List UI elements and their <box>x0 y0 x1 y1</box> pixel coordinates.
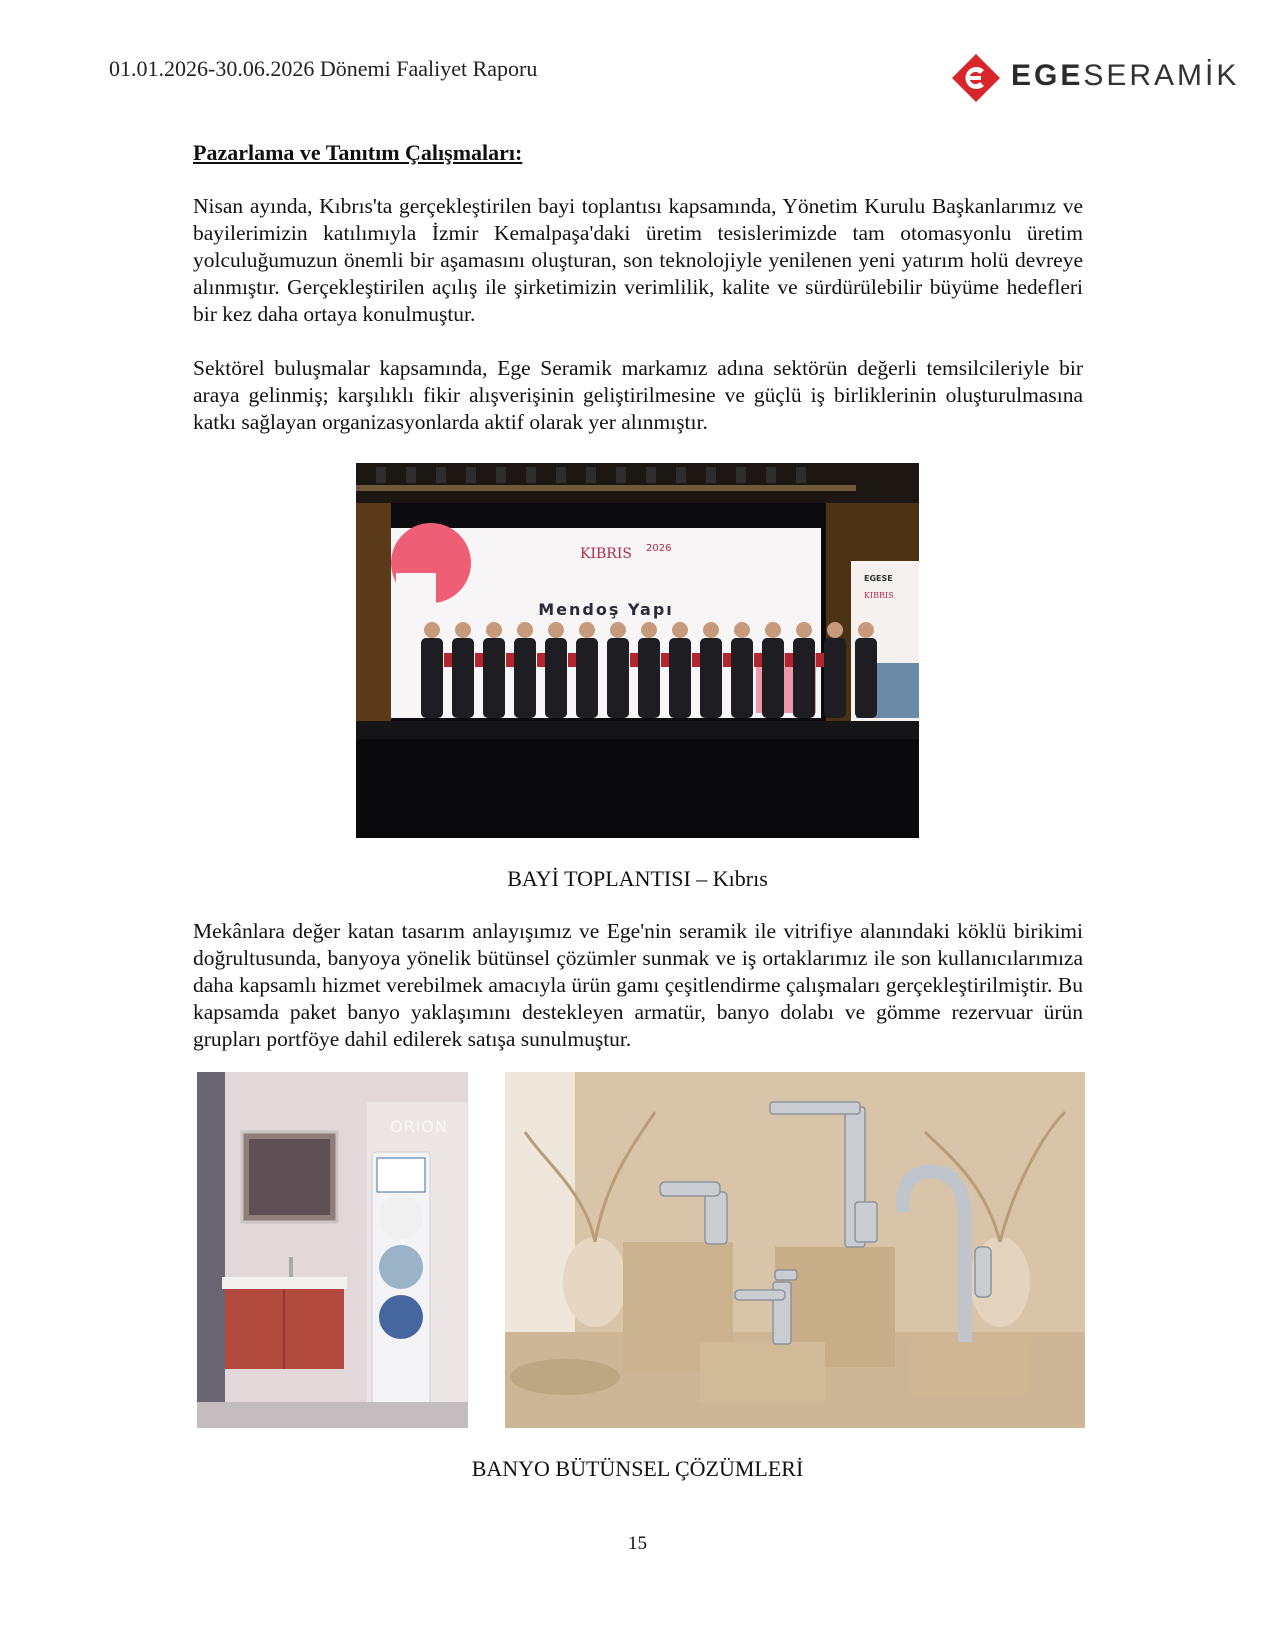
screen-event-title: KIBRIS <box>580 546 632 562</box>
bathroom-cabinet-display-photo <box>197 1072 468 1428</box>
paragraph-dealer-meeting: Nisan ayında, Kıbrıs'ta gerçekleştirilen bayi toplantısı kapsamında, Yönetim Kurulu Başkanlarımız ve bayilerimizin katılımıyla İzmir Kemalpaşa'daki üretim tesislerimizde tam otomasyonlu üretim yolculuğumuzun önemli bir aşamasını oluşturan, son teknolojiyle yenilenen yeni yatırım holü devreye alınmıştır. Gerçekleştirilen açılış ile şirketimizin verimlilik, kalite ve sürdürülebilir büyüme hedefleri bir kez daha ortaya konulmuştur. <box>193 194 1083 326</box>
page-number: 15 <box>628 1533 647 1554</box>
display-brand-label: ORION <box>390 1117 448 1136</box>
section-heading: Pazarlama ve Tanıtım Çalışmaları: <box>193 140 523 165</box>
faucets-product-photo <box>505 1072 1085 1428</box>
banner-text: KIBRIS <box>864 591 894 600</box>
banner-logo-text: EGESE <box>864 574 893 583</box>
logo-wordmark: EGESERAMİK <box>1011 59 1240 92</box>
screen-event-year: 2026 <box>646 543 672 554</box>
logo-mark-icon <box>951 53 1001 103</box>
paragraph-sector-meetings: Sektörel buluşmalar kapsamında, Ege Seramik markamız adına sektörün değerli temsilcileriyle bir araya gelinmiş; karşılıklı fikir alışverişinin geliştirilmesine ve güçlü iş birliklerinin oluşturulmasına katkı sağlayan organizasyonlarda aktif olarak yer alınmıştır. <box>193 356 1083 434</box>
dealer-meeting-caption: BAYİ TOPLANTISI – Kıbrıs <box>507 866 768 891</box>
company-logo <box>951 53 1240 103</box>
screen-company-name: Mendoş Yapı <box>538 600 674 619</box>
report-title: 01.01.2026-30.06.2026 Dönemi Faaliyet Raporu <box>109 56 538 81</box>
bathroom-solutions-caption: BANYO BÜTÜNSEL ÇÖZÜMLERİ <box>471 1456 804 1481</box>
dealer-meeting-photo <box>356 463 919 838</box>
paragraph-bathroom-solutions: Mekânlara değer katan tasarım anlayışımız ve Ege'nin seramik ile vitrifiye alanındaki köklü birikimi doğrultusunda, banyoya yönelik bütünsel çözümler sunmak ve iş ortaklarımız ile son kullanıcılarımıza daha kapsamlı hizmet verebilmek amacıyla ürün gamı çeşitlendirme çalışmaları gerçekleştirilmiştir. Bu kapsamda paket banyo yaklaşımını destekleyen armatür, banyo dolabı ve gömme rezervuar ürün grupları portföye dahil edilerek satışa sunulmuştur. <box>193 919 1083 1051</box>
